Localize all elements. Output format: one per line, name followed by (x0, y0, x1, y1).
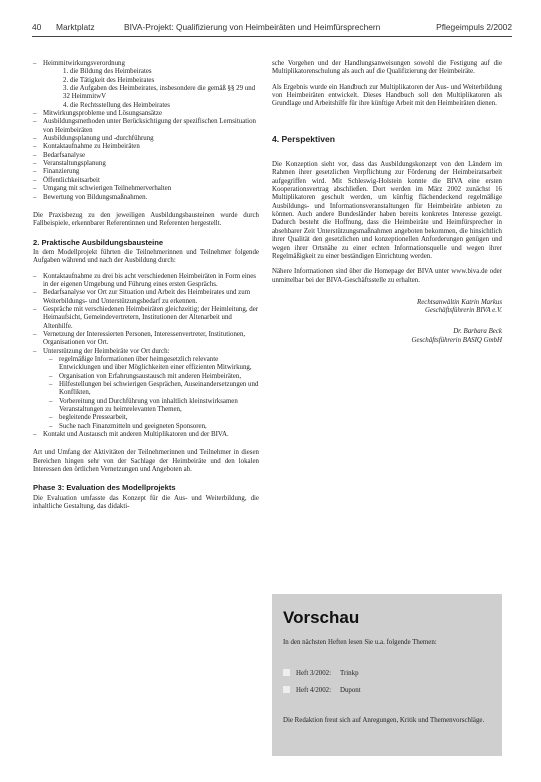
sub-list-item: – Vorbereitung und Durchführung von inhaltlich kleinstwirksamen Veranstaltungen zu heimrelevanten Themen, (43, 398, 259, 415)
list-item: – Finanzierung (33, 168, 259, 176)
list-item: – Unterstützung der Heimbeiräte vor Ort durch: – regelmäßige Informationen über heimgesetzlich relevante Entwicklungen und über Möglichkeiten einer effizienten Mitwirkung, – Organisation von Erfahrungsaustausch mit anderen Heimbeiräten, – Hilfestellungen bei schwierigen Gesprächen, Auseinandersetzungen und Konflikten, – Vorbereitung und Durchführung von inhaltlich kleinstwirksamen Veranstaltungen zu heimrelevanten Themen, – begleitende Pressearbeit, – Suche nach Finanzmitteln und geeigneten Sponsoren, (33, 348, 259, 431)
header-rule (32, 36, 512, 37)
list-item: – Gespräche mit verschiedenen Heimbeiräten gleichzeitig; der Heimleitung, der Heimaufsicht, Gemeindevertretern, Institutionen der Altenarbeit und Altenhilfe. (33, 306, 259, 331)
paragraph: Die Konzeption sieht vor, dass das Ausbildungskonzept von den Ländern im Rahmen ihrer gesetzlichen Verpflichtung zur Förderung der Heimbeiratsarbeit aufgegriffen wird. Mit Schleswig-Holstein konnte die BIVA eine ersten Kooperationsvertrag abschließen. Dort werden im März 2002 zunächst 16 Multiplikatoren geschult werden, um künftig flächendeckend regelmäßige Ausbildungs- und Informationsveranstaltungen für Heimbeiräte anbieten zu können. Auch andere Bundesländer haben bereits konkretes Interesse gezeigt. Dadurch besteht die Hoffnung, dass die Heimbeiräte und Heimfürsprecher in absehbarer Zeit Unterstützungsmaßnahmen angeboten bekommen, die hinsichtlich ihrer Qualität den gesetzlichen und konzeptionellen Anforderungen genügen und wegen ihrer Ortsnähe zu einer echten Informationsquelle und wegen ihrer Regelmäßigkeit zu einer beständigen Einrichtung werden. (272, 161, 502, 260)
task-list (33, 273, 259, 440)
list-item: – Bedarfsanalyse (33, 152, 259, 160)
section-heading: 2. Praktische Ausbildungsbausteine (33, 237, 164, 247)
issue-label: Pflegeimpuls 2/2002 (436, 22, 512, 32)
sub-list-item: 4. die Rechtsstellung des Heimbeirates (63, 101, 170, 109)
sub-list (43, 68, 259, 110)
paragraph: Die Praxisbezug zu den jeweiligen Ausbildungsbausteinen wurde durch Fallbeispiele, erkennbarer Referentinnen und Referenten hergestellt. (33, 211, 259, 228)
list-item: – Kontaktaufnahme zu drei bis acht verschiedenen Heimbeiräten in Form eines in der eigenen Umgebung und Führung eines ersten Gesprächs. (33, 273, 259, 290)
list-item: – Öffentlichkeitsarbeit (33, 177, 259, 185)
list-item: – Vernetzung der Interessierten Personen, Interessenvertreter, Institutionen, Organisationen vor Ort. (33, 331, 259, 348)
page-number: 40 (32, 22, 42, 32)
list-item: – Veranstaltungsplanung (33, 160, 259, 168)
list-item: – Kontakt und Austausch mit anderen Multiplikatoren und der BIVA. (33, 431, 259, 439)
section-heading: Phase 3: Evaluation des Modellprojekts (33, 483, 176, 493)
paragraph: Nähere Informationen sind über die Homepage der BIVA unter www.biva.de oder unmittelbar bei der BIVA-Geschäftsstelle zu erhalten. (272, 268, 502, 284)
paragraph: sche Vorgehen und der Handlungsanweisungen sowohl die Festigung auf die Multiplikatorenschulung als auch auf die Qualifizierung der Heimbeiräte. (272, 60, 502, 76)
sub-list-item: – Suche nach Finanzmitteln und geeigneten Sponsoren, (43, 423, 259, 431)
list-item: – Mitwirkungsprobleme und Lösungsansätze (33, 110, 259, 118)
sub-list-item: 1. die Bildung des Heimbeirates (63, 68, 152, 76)
section-heading: 4. Perspektiven (272, 133, 336, 144)
left-column (33, 60, 259, 519)
preview-item: Heft 4/2002: Dupont (283, 686, 361, 694)
sub-list (43, 356, 259, 431)
preview-intro: In den nächsten Heften lesen Sie u.a. folgende Themen: (283, 639, 437, 646)
list-item: – Kontaktaufnahme zu Heimbeiräten (33, 143, 259, 151)
list-item: – Ausbildungsplanung und -durchführung (33, 135, 259, 143)
list-item: – Ausbildungsmethoden unter Berücksichtigung der spezifischen Lernsituation von Heimbeiräten (33, 118, 259, 135)
list-item: – Bewertung von Bildungsmaßnahmen. (33, 194, 259, 202)
signature-role: Geschäftsführerin BIVA e.V. (424, 307, 502, 315)
square-bullet-icon (283, 669, 290, 676)
paragraph: Als Ergebnis wurde ein Handbuch zur Multiplikatoren der Aus- und Weiterbildung von Heimbeiräten entwickelt. Dieses Handbuch soll den Multiplikatoren als Grundlage und Arbeitshilfe für ihre künftige Arbeit mit den Heimbeiräten dienen. (272, 83, 502, 108)
topic-list (33, 60, 259, 202)
paragraph: In dem Modellprojekt führten die Teilnehmerinnen und Teilnehmer folgende Aufgaben während und nach der Ausbildung durch: (33, 248, 259, 265)
right-column (272, 60, 502, 345)
sub-list-item: 3. die Aufgaben des Heimbeirates, insbesondere die gemäß §§ 29 und 32 HeimmitwV (63, 85, 256, 101)
preview-footer: Die Redaktion freut sich auf Anregungen, Kritik und Themenvorschläge. (283, 717, 485, 724)
list-item: – Bedarfsanalyse vor Ort zur Situation und Arbeit des Heimbeirates und zum Weiterbildungs- und Unterstützungsbedarf zu erkennen. (33, 289, 259, 306)
sub-list-item: – begleitende Pressearbeit, (43, 414, 259, 422)
signature-block (272, 299, 502, 345)
page-header (32, 22, 512, 36)
paragraph: Die Evaluation umfasste das Konzept für die Aus- und Weiterbildung, die inhaltliche Gestaltung, das didakti- (33, 494, 259, 511)
sub-list-item: – regelmäßige Informationen über heimgesetzlich relevante Entwicklungen und über Möglichkeiten einer effizienten Mitwirkung, (43, 356, 259, 373)
preview-title: Vorschau (283, 608, 360, 627)
signature-role: Geschäftsführerin BASIQ GmbH (411, 336, 502, 344)
section-label: Marktplatz (56, 22, 95, 32)
sub-list-item: – Organisation von Erfahrungsaustausch mit anderen Heimbeiräten, (43, 373, 259, 381)
running-title: BIVA-Projekt: Qualifizierung von Heimbeiräten und Heimfürsprechern (124, 22, 381, 32)
signature-name: Rechtsanwältin Katrin Markus (417, 298, 502, 306)
sub-list-item: 2. die Tätigkeit des Heimbeirates (63, 76, 155, 84)
list-item: – Heimmitwirkungsverordnung 1. die Bildung des Heimbeirates 2. die Tätigkeit des Heimbeirates 3. die Aufgaben des Heimbeirates, insbesondere die gemäß §§ 29 und 32 HeimmitwV 4. die Rechtsstellung des Heimbeirates (33, 60, 259, 110)
preview-box (272, 594, 502, 756)
paragraph: Art und Umfang der Aktivitäten der Teilnehmerinnen und Teilnehmer in diesen Bereichen hingen sehr von der Sachlage der Heimbeiräte und den lokalen Interessen den örtlichen Vernetzungen und Angeboten ab. (33, 449, 259, 474)
preview-item: Heft 3/2002: Trinkp (283, 669, 359, 677)
square-bullet-icon (283, 686, 290, 693)
sub-list-item: – Hilfestellungen bei schwierigen Gesprächen, Auseinandersetzungen und Konflikten, (43, 381, 259, 398)
list-item: – Umgang mit schwierigen Teilnehmerverhalten (33, 185, 259, 193)
signature-name: Dr. Barbara Beck (453, 328, 502, 336)
